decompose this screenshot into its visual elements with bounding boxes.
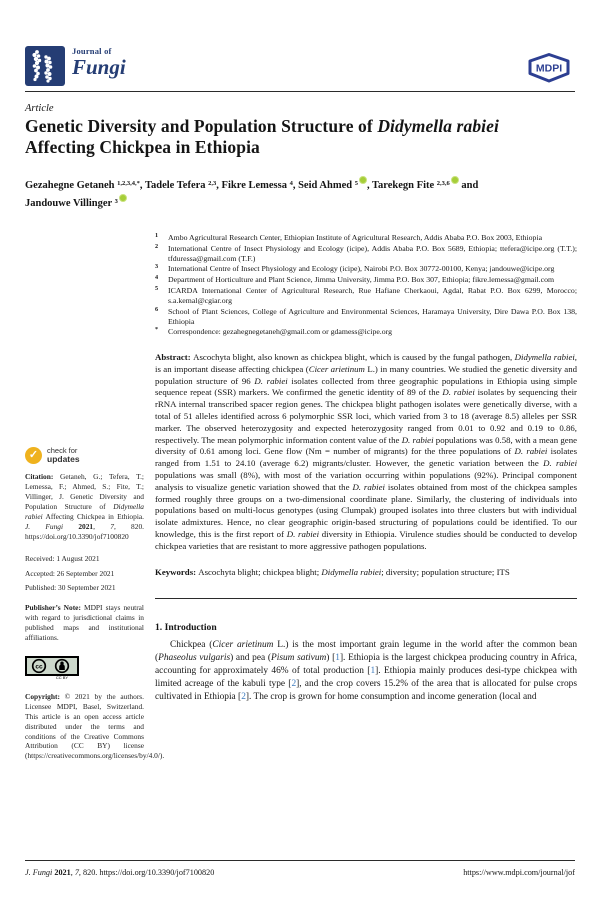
affiliation-item (155, 307, 577, 327)
check-for-updates-badge[interactable] (25, 447, 80, 464)
affiliation-list (155, 233, 577, 337)
article-type-label: Article (25, 103, 54, 114)
affiliation-text: Department of Horticulture and Plant Science, Jimma University, Jimma P.O. Box 307, Ethiopia; fikre.lemessa@gmail.com (168, 275, 555, 285)
affiliation-number: 3 (155, 263, 159, 271)
article-dates (25, 554, 144, 593)
orcid-icon[interactable] (119, 194, 127, 202)
footer-divider (25, 860, 575, 861)
article-date-line: Published: 30 September 2021 (25, 583, 116, 593)
orcid-icon[interactable] (451, 176, 459, 184)
affiliation-item (155, 327, 577, 337)
affiliation-text: ICARDA International Center of Agricultural Research, Rue Hafiane Cherkaoui, Agdal, Rabat P.O. Box 6299, Morocco; s.a.kemal@cgiar.org (168, 286, 577, 305)
mdpi-logo-text: MDPI (535, 62, 563, 75)
svg-text:cc: cc (35, 663, 43, 671)
affiliation-item (155, 233, 577, 243)
introduction-heading: 1. Introduction (155, 622, 217, 634)
journal-name-top: Journal of (72, 46, 112, 56)
affiliation-item (155, 244, 577, 264)
header-divider (25, 91, 575, 92)
mdpi-logo-icon[interactable] (521, 52, 577, 84)
copyright-block: Copyright: © 2021 by the authors. Licensee MDPI, Basel, Switzerland. This article is an open access article distributed under the terms and conditions of the Creative Commons Attribution (CC BY) license (https://creativecommons.org/licenses/by/4.0/). (25, 691, 165, 761)
footer-citation: J. Fungi 2021, 7, 820. https://doi.org/10.3390/jof7100820 (25, 868, 215, 877)
author-list: Gezahegne Getaneh $^{1,2,3,4,*}$, Tadele Tefera $^{2,3}$, Fikre Lemessa $^4$, Seid Ahmed $^5$ , Tarekegn Fite $^{2,3,6}$ and Jandouwe Villinger $^3$ (25, 177, 575, 214)
check-for-updates-label (47, 447, 80, 464)
cc-by-label: CC BY (55, 674, 69, 680)
citation-block: Citation: Getaneh, G.; Tefera, T.; Lemessa, F.; Ahmed, S.; Fite, T.; Villinger, J. Genetic Diversity and Population Structure of Didymella rabiei Affecting Chickpea in Ethiopia. J. Fungi 2021, 7, 820. https://doi.org/10.3390/jof7100820 (25, 472, 144, 541)
journal-logo[interactable] (25, 46, 126, 86)
affiliation-number: 4 (155, 274, 159, 282)
main-column (155, 233, 577, 704)
journal-name (72, 46, 126, 78)
orcid-icon[interactable] (359, 176, 367, 184)
affiliation-number: 1 (155, 232, 159, 239)
page-title: Genetic Diversity and Population Structure of Didymella rabiei Affecting Chickpea in Ethiopia (25, 116, 499, 158)
affiliation-number: 5 (155, 285, 159, 293)
affiliation-number: 6 (155, 305, 159, 313)
affiliation-text: School of Plant Sciences, College of Agriculture and Environmental Sciences, Haramaya University, Dire Dawa P.O. Box 138, Ethiopia (168, 306, 577, 326)
journal-name-main: Fungi (72, 55, 126, 79)
affiliation-text: Ambo Agricultural Research Center, Ethiopian Institute of Agricultural Research, Addis Ababa P.O. Box 2003, Ethiopia (168, 233, 543, 242)
affiliation-number: 2 (155, 242, 159, 250)
affiliation-text: International Centre of Insect Physiology and Ecology (icipe), Nairobi P.O. Box 30772-00100, Kenya; jandouwe@icipe.org (168, 264, 555, 274)
cc-by-license-icon[interactable] (25, 656, 79, 680)
affiliation-item (155, 275, 577, 285)
affiliation-text: International Centre of Insect Physiology and Ecology (icipe), Addis Ababa P.O. Box 5689, Ethiopia; ttefera@icipe.org (T.T.); tfduressa@gmail.com (T.F.) (168, 243, 577, 263)
publisher-note: Publisher’s Note: MDPI stays neutral with regard to jurisdictional claims in published maps and institutional affiliations. (25, 603, 144, 642)
introduction-paragraph: Chickpea (Cicer arietinum L.) is the most important grain legume in the world after the common bean (Phaseolus vulgaris) and pea (Pisum sativum) [1]. Ethiopia is the largest chickpea producing country in Africa, accounting for approximately 46% of total production [1]. Ethiopia mainly produces desi-type chickpea with limited acreage of the kabuli type [2], and the crop covers 15.2% of the area that is allocated for pulse crops cultivated in Ethiopia [2]. The crop is grown for home consumption and income generation (local and (155, 640, 578, 703)
footer-journal-url[interactable]: https://www.mdpi.com/journal/jof (463, 868, 575, 877)
article-date-line: Received: 1 August 2021 (25, 554, 100, 564)
keywords-line: Keywords: Ascochyta blight; chickpea blight; Didymella rabiei; diversity; population structure; ITS (155, 567, 510, 578)
section-divider (155, 598, 577, 599)
abstract-paragraph: Abstract: Ascochyta blight, also known as chickpea blight, which is caused by the fungal pathogen, Didymella rabiei, is an important disease affecting chickpea (Cicer arietinum L.) in many countries. We studied the genetic diversity and population structure of 96 D. rabiei isolates collected from three geographic populations in Ethiopia using simple sequence repeat (SSR) markers. We confirmed the genetic identity of 89 of the D. rabiei isolates by sequencing their rRNA internal transcribed spacer region genes. The chickpea blight pathogen isolates were genetically diverse, with a total of 51 alleles identified across 6 polymorphic SSR loci, which varied from 3 to 18 (average 8.5) alleles per SSR marker. The observed heterozygosity and expected heterozygosity ranged from 0.01 to 0.92 and 0.19 to 0.86, respectively. The mean polymorphic information content value of the D. rabiei populations was 0.58, with a mean gene diversity of 0.61 among loci. Gene flow (Nm = number of migrants) for the three populations of D. rabiei isolates ranged from 1.51 to 24.10 (average 6.2) migrants/cluster. However, the genetic variation between the D. rabiei populations was small (8%), with most of the variation occurring within populations (92%). Principal component analysis to visualize genetic variation showed that the D. rabiei isolates obtained from most of the chickpea samples formed roughly three groups on a two-dimensional coordinate plane. Similarly, the clustering of individuals into populations based on multi-locus genotypes (using Clumpak) grouped isolates into three clusters but with individual isolate admixtures. Hence, no clear geographic origin-based structuring of populations could be identified. To our knowledge, this is the first report of D. rabiei diversity in Ethiopia. Virulence studies should be conducted to develop chickpea varieties that are resistant to more aggressive pathogen populations. (155, 352, 578, 551)
check-icon: ✓ (25, 447, 42, 464)
journal-of-fungi-logo-icon (25, 46, 65, 86)
check-for-updates-line2: updates (47, 453, 80, 464)
check-for-updates-line1: check for (47, 446, 78, 456)
sidebar (25, 446, 165, 761)
footer (25, 868, 575, 877)
affiliation-item (155, 264, 577, 274)
affiliation-number: * (155, 326, 159, 334)
article-date-line: Accepted: 26 September 2021 (25, 568, 115, 578)
affiliation-text: Correspondence: gezahegnegetaneh@gmail.com or gdamess@icipe.org (168, 327, 393, 337)
affiliation-item (155, 286, 577, 306)
